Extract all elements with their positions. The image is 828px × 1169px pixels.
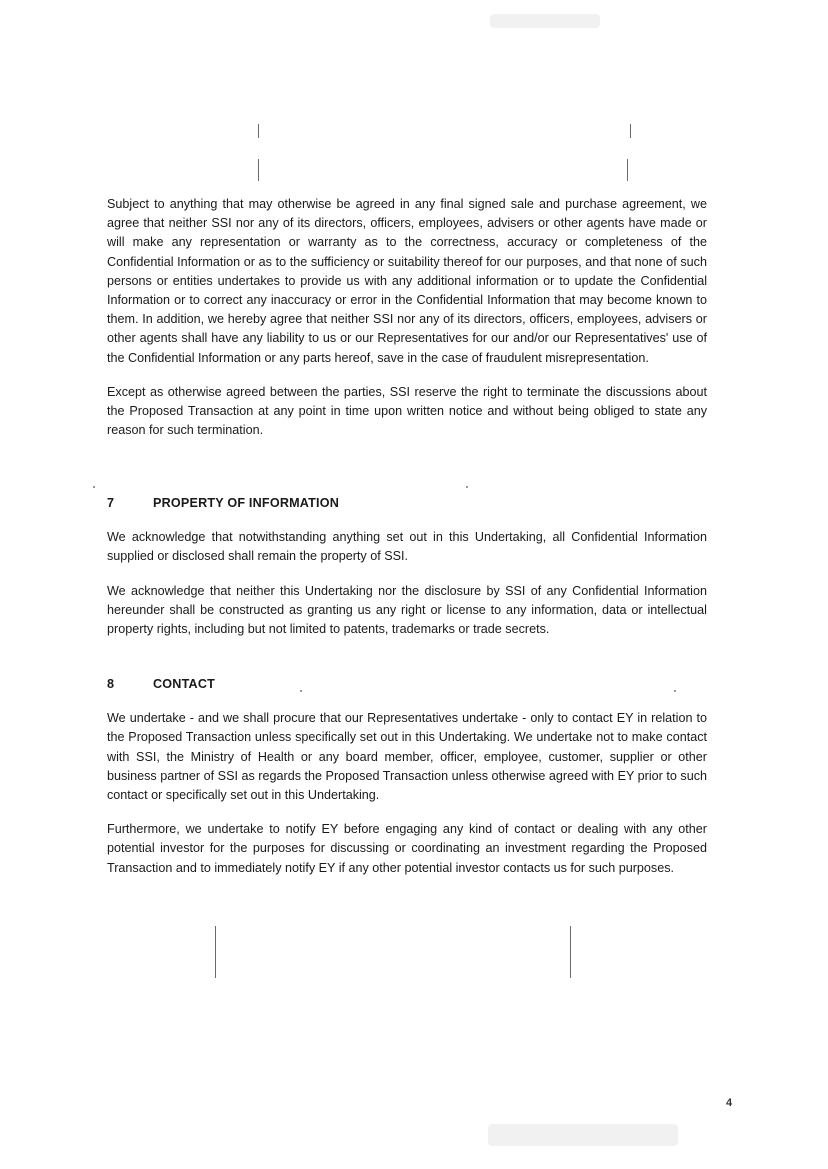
scan-line (627, 159, 628, 181)
section-number: 8 (107, 677, 115, 691)
paragraph-representations: Subject to anything that may otherwise be agreed in any final signed sale and purchase agreement, we agree that neither SSI nor any of its directors, officers, employees, advisers or other agents have made or will make any representation or warranty as to the correctness, accuracy or completeness of the Confidential Information or as to the sufficiency or suitability thereof for our purposes, and that none of such persons or entities undertakes to provide us with any additional information or to update the Confidential Information or to correct any inaccuracy or error in the Confidential Information that may become known to them. In addition, we hereby agree that neither SSI nor any of its directors, officers, employees, advisers or other agents shall have any liability to us or our Representatives for our and/or our Representatives' use of the Confidential Information or any parts hereof, save in the case of fraudulent misrepresentation. (107, 197, 707, 365)
scan-line (215, 926, 216, 978)
scan-line (630, 124, 631, 138)
paragraph: We acknowledge that notwithstanding anything set out in this Undertaking, all Confidential Information supplied or disclosed shall remain the property of SSI. (107, 530, 707, 564)
paragraph-termination: Except as otherwise agreed between the parties, SSI reserve the right to terminate the discussions about the Proposed Transaction at any point in time upon written notice and without being obliged to state any reason for such termination. (107, 384, 707, 438)
section-body (107, 709, 707, 878)
scan-line (258, 159, 259, 181)
intro-block (107, 195, 707, 440)
paragraph: We undertake - and we shall procure that our Representatives undertake - only to contact EY in relation to the Proposed Transaction unless specifically set out in this Undertaking. We undertake not to make contact with SSI, the Ministry of Health or any board member, officer, employee, customer, supplier or other business partner of SSI as regards the Proposed Transaction unless otherwise agreed with EY prior to such contact or specifically set out in this Undertaking. (107, 711, 707, 803)
scan-dot (466, 486, 468, 488)
section-body (107, 528, 707, 639)
section-title: CONTACT (153, 677, 216, 691)
scan-smudge-top (490, 14, 600, 28)
section-property-of-information (107, 494, 707, 639)
paragraph: Furthermore, we undertake to notify EY before engaging any kind of contact or dealing with any other potential investor for the purposes for discussing or coordinating an investment regarding the Proposed Transaction and to immediately notify EY if any other potential investor contacts us for such purposes. (107, 822, 707, 875)
section-title: PROPERTY OF INFORMATION (153, 496, 340, 510)
section-number: 7 (107, 496, 115, 510)
scan-smudge-bottom (488, 1124, 678, 1146)
section-contact (107, 675, 707, 878)
scan-line (258, 124, 259, 138)
section-heading (107, 494, 707, 513)
paragraph: We acknowledge that neither this Undertaking nor the disclosure by SSI of any Confidential Information hereunder shall be constructed as granting us any right or license to any information, data or intellectual property rights, including but not limited to patents, trademarks or trade secrets. (107, 583, 707, 637)
scan-dot (93, 486, 95, 488)
scan-line (570, 926, 571, 978)
section-heading (107, 675, 707, 694)
page-number: 4 (726, 1097, 733, 1109)
